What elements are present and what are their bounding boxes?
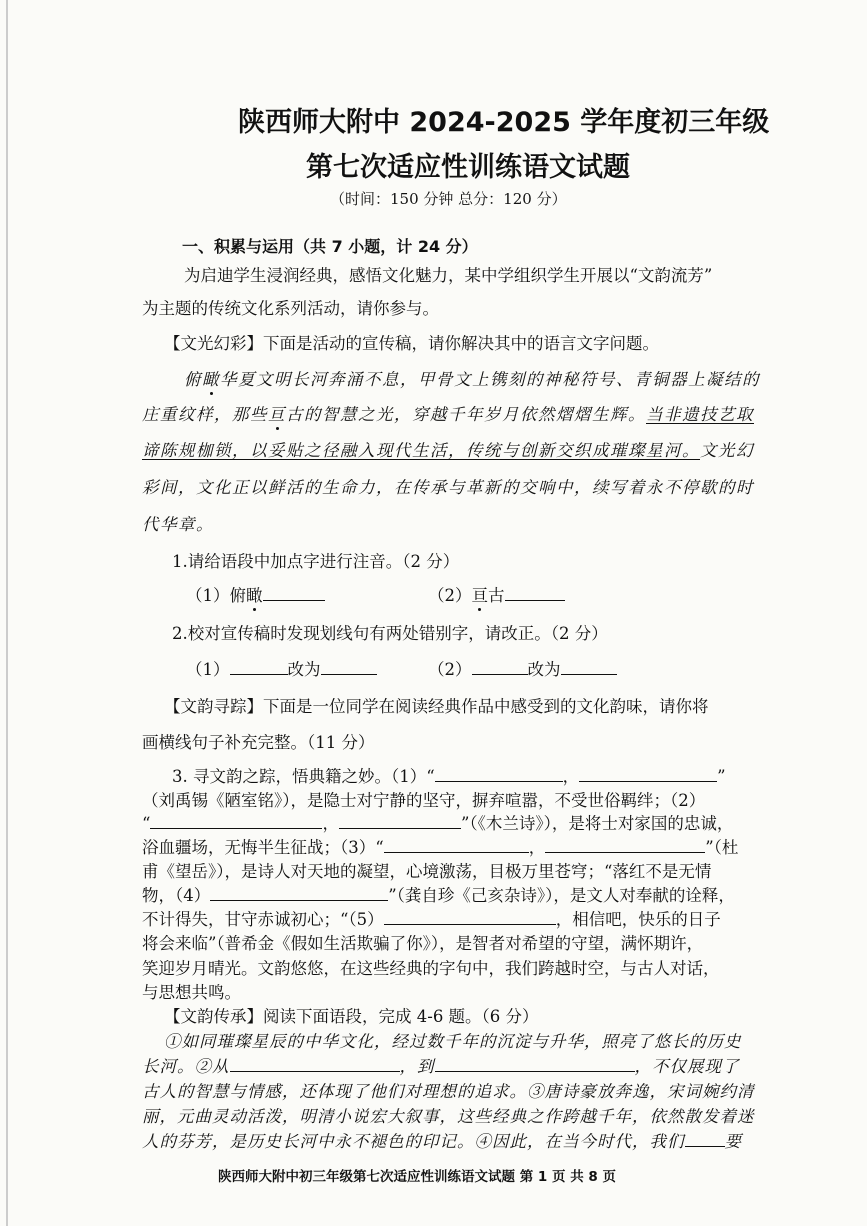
answer-blank[interactable] <box>472 660 528 675</box>
passage-line-2: 庄重纹样，那些亘古的智慧之光，穿越千年岁月依然熠熠生辉。当非遗技艺取 <box>142 405 754 424</box>
passage2-line-3: 古人的智慧与情感，还体现了他们对理想的追求。③唐诗豪放奔逸，宋词婉约清 <box>142 1082 755 1101</box>
exam-title-line2: 第七次适应性训练语文试题 <box>306 152 630 183</box>
part2-intro-1: 【文韵寻踪】下面是一位同学在阅读经典作品中感受到的文化韵味，请你将 <box>164 697 709 716</box>
passage-line-1: 俯瞰华夏文明长河奔涌不息，甲骨文上镌刻的神秘符号、青铜器上凝结的 <box>184 370 760 389</box>
q2-option-1: （1） 改为 <box>186 656 377 680</box>
answer-blank[interactable] <box>321 660 377 675</box>
intro-line-2: 为主题的传统文化系列活动，请你参与。 <box>142 299 439 318</box>
part3-intro: 【文韵传承】阅读下面语段，完成 4-6 题。（6 分） <box>164 1007 539 1026</box>
section-heading: 一、积累与运用（共 7 小题，计 24 分） <box>182 237 478 256</box>
q3-line-4: 浴血疆场，无悔半生征战；（3）“ ， ”（杜 <box>142 838 739 857</box>
answer-blank[interactable] <box>505 586 565 601</box>
q3-line-9: 笑迎岁月晴光。文韵悠悠，在这些经典的字句中，我们跨越时空，与古人对话， <box>142 959 720 978</box>
page-edge <box>6 0 8 1226</box>
q3-line-5: 甫《望岳》），是诗人对天地的凝望，心境激荡，目极万里苍穹；“落红不是无情 <box>142 862 712 881</box>
dotted-char: 亘 <box>268 405 286 424</box>
page-footer: 陕西师大附中初三年级第七次适应性训练语文试题 第 1 页 共 8 页 <box>218 1169 616 1185</box>
underlined-sentence: 谛陈规枷锁，以妥贴之径融入现代生活，传统与创新交织成璀璨星河。 <box>142 441 700 460</box>
answer-blank[interactable] <box>435 767 563 782</box>
q1-option-1: （1）俯瞰 <box>186 582 325 606</box>
answer-blank[interactable] <box>561 660 617 675</box>
q3-line-1: 3. 寻文韵之踪，悟典籍之妙。（1）“ ， ” <box>172 767 726 786</box>
answer-blank[interactable] <box>210 886 388 901</box>
intro-line-1: 为启迪学生浸润经典，感悟文化魅力，某中学组织学生开展以“文韵流芳” <box>184 266 713 285</box>
passage2-line-1: ①如同璀璨星辰的中华文化，经过数千年的沉淀与升华，照亮了悠长的历史 <box>164 1032 742 1051</box>
passage2-line-5: 人的芬芳，是历史长河中永不褪色的印记。④因此，在当今时代，我们 要 <box>142 1132 742 1151</box>
exam-meta: （时间：150 分钟 总分：120 分） <box>330 190 567 208</box>
answer-blank[interactable] <box>263 586 325 601</box>
part2-intro-2: 画横线句子补充完整。（11 分） <box>142 733 375 752</box>
question-2: 2.校对宣传稿时发现划线句有两处错别字，请改正。（2 分） <box>172 624 608 643</box>
passage-line-5: 代华章。 <box>142 515 214 534</box>
answer-blank[interactable] <box>435 1057 635 1072</box>
passage2-line-2: 长河。②从 ，到 ，不仅展现了 <box>142 1057 740 1076</box>
exam-title-line1: 陕西师大附中 2024-2025 学年度初三年级 <box>238 107 770 138</box>
q3-line-8: 将会来临”（普希金《假如生活欺骗了你》），是智者对希望的守望，满怀期许， <box>142 934 704 953</box>
q2-option-2: （2） 改为 <box>428 656 617 680</box>
passage-line-4: 彩间，文化正以鲜活的生命力，在传承与革新的交响中，续写着永不停歇的时 <box>142 478 754 497</box>
passage-line-3: 谛陈规枷锁，以妥贴之径融入现代生活，传统与创新交织成璀璨星河。文光幻 <box>142 441 754 460</box>
passage2-line-4: 丽，元曲灵动活泼，明清小说宏大叙事，这些经典之作跨越千年，依然散发着迷 <box>142 1107 755 1126</box>
q3-line-6: 物，（4） ”（龚自珍《己亥杂诗》），是文人对奉献的诠释， <box>142 886 735 905</box>
answer-blank[interactable] <box>230 660 288 675</box>
part1-intro: 【文光幻彩】下面是活动的宣传稿，请你解决其中的语言文字问题。 <box>164 334 659 353</box>
answer-blank[interactable] <box>230 1057 400 1072</box>
q3-line-2: （刘禹锡《陋室铭》），是隐士对宁静的坚守，摒弃喧嚣，不受世俗羁绊；（2） <box>142 791 706 810</box>
answer-blank[interactable] <box>339 814 461 829</box>
q3-line-3: “ ， ”（《木兰诗》），是将士对家国的忠诚， <box>142 814 734 833</box>
answer-blank[interactable] <box>685 1132 725 1147</box>
answer-blank[interactable] <box>150 814 322 829</box>
answer-blank[interactable] <box>384 838 529 853</box>
q3-line-10: 与思想共鸣。 <box>142 983 241 1002</box>
answer-blank[interactable] <box>384 910 556 925</box>
dotted-char: 瞰 <box>202 370 220 389</box>
answer-blank[interactable] <box>545 838 705 853</box>
q1-option-2: （2）亘古 <box>428 582 565 606</box>
q3-line-7: 不计得失，甘守赤诚初心；“（5） ，相信吧，快乐的日子 <box>142 910 721 929</box>
answer-blank[interactable] <box>579 767 717 782</box>
question-1: 1.请给语段中加点字进行注音。（2 分） <box>172 552 460 571</box>
underlined-sentence: 当非遗技艺取 <box>646 405 754 424</box>
